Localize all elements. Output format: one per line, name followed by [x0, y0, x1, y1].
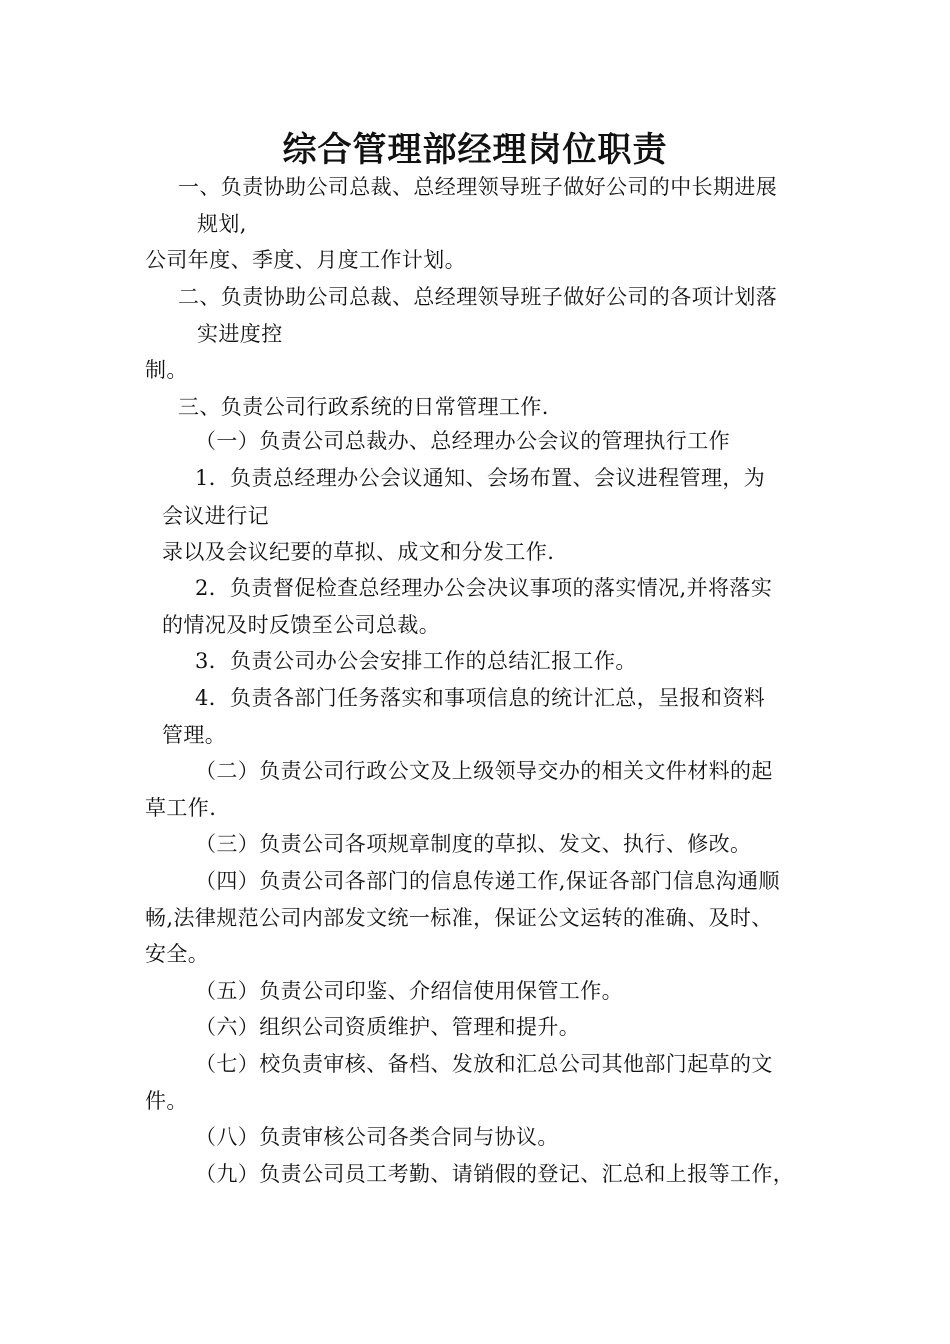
paragraph-line: （一）负责公司总裁办、总经理办公会议的管理执行工作: [195, 429, 730, 453]
paragraph-line: （三）负责公司各项规章制度的草拟、发文、执行、修改。: [195, 832, 752, 856]
paragraph-line: （八）负责审核公司各类合同与协议。: [195, 1125, 559, 1149]
paragraph-line: 3．负责公司办公会安排工作的总结汇报工作。: [195, 649, 637, 673]
document-title: 综合管理部经理岗位职责: [282, 130, 668, 170]
paragraph-line: 制。: [145, 358, 188, 382]
paragraph-line: 会议进行记: [162, 504, 269, 528]
paragraph-line: 公司年度、季度、月度工作计划。: [145, 248, 466, 272]
paragraph-line: 4．负责各部门任务落实和事项信息的统计汇总，呈报和资料: [195, 686, 766, 710]
paragraph-line: 1．负责总经理办公会议通知、会场布置、会议进程管理，为: [195, 466, 766, 490]
paragraph-line: 2．负责督促检查总经理办公会决议事项的落实情况,并将落实: [195, 576, 773, 600]
paragraph-line: 的情况及时反馈至公司总裁。: [162, 613, 441, 637]
paragraph-line: 畅,法律规范公司内部发文统一标准，保证公文运转的准确、及时、: [145, 906, 773, 930]
paragraph-line: 录以及会议纪要的草拟、成文和分发工作.: [162, 540, 555, 564]
paragraph-line: 二、负责协助公司总裁、总经理领导班子做好公司的各项计划落: [178, 285, 778, 309]
paragraph-line: 安全。: [145, 942, 210, 966]
paragraph-line: （六）组织公司资质维护、管理和提升。: [195, 1015, 581, 1039]
paragraph-line: （七）校负责审核、备档、发放和汇总公司其他部门起草的文: [195, 1052, 773, 1076]
paragraph-line: （九）负责公司员工考勤、请销假的登记、汇总和上报等工作，: [195, 1162, 795, 1186]
paragraph-line: 一、负责协助公司总裁、总经理领导班子做好公司的中长期进展: [178, 175, 778, 199]
paragraph-line: 三、负责公司行政系统的日常管理工作.: [178, 395, 549, 419]
paragraph-line: 规划,: [197, 212, 247, 236]
paragraph-line: 草工作.: [145, 796, 217, 820]
paragraph-line: 管理。: [162, 723, 227, 747]
paragraph-line: 件。: [145, 1089, 188, 1113]
paragraph-line: （二）负责公司行政公文及上级领导交办的相关文件材料的起: [195, 759, 773, 783]
paragraph-line: （四）负责公司各部门的信息传递工作,保证各部门信息沟通顺: [195, 869, 780, 893]
paragraph-line: （五）负责公司印鉴、介绍信使用保管工作。: [195, 979, 623, 1003]
paragraph-line: 实进度控: [197, 322, 283, 346]
